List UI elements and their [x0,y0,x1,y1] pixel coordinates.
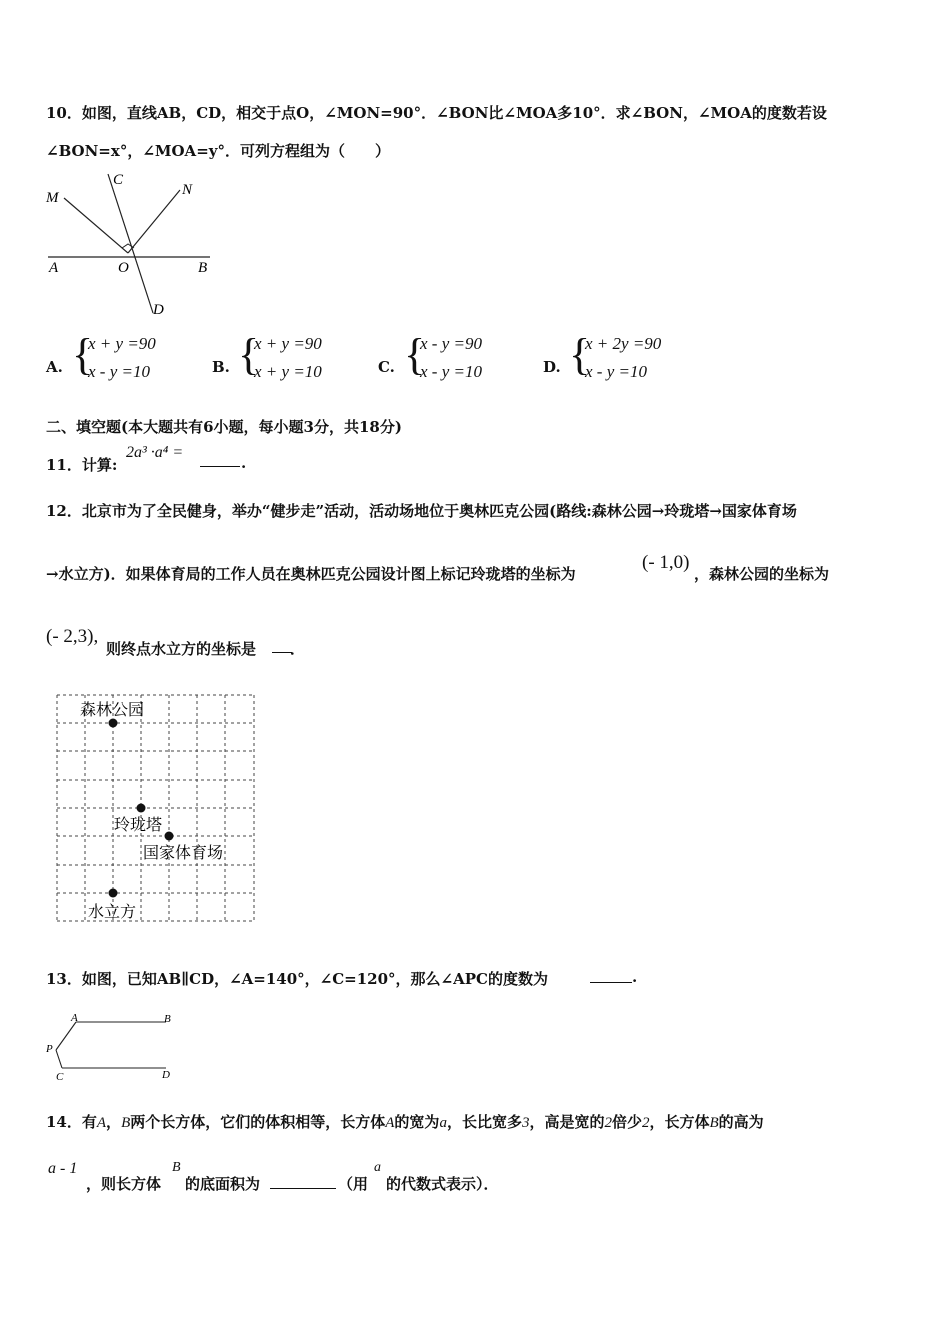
label-o: O [118,260,129,276]
q12-grid-map [52,690,262,928]
q14-line1: 14．有A，B两个长方体，它们的体积相等，长方体A的宽为a，长比宽多3，高是宽的2倍少2，长方体B的高为 [46,1113,764,1131]
q12-coord-tower: (- 1,0) [642,552,690,573]
label-tower: 玲珑塔 [114,817,163,834]
label-d: D [162,1069,170,1081]
q14-text-b: 的底面积为 [185,1175,261,1193]
segment-pc [56,1050,62,1068]
option-label: A. [46,358,63,376]
q12-line2a: →水立方)．如果体育局的工作人员在奥林匹克公园设计图上标记玲珑塔的坐标为 [46,565,576,583]
eq2: x - y =10 [420,362,482,381]
section-title: 二、填空题(本大题共有6小题，每小题3分，共18分) [46,418,402,436]
eq1: x + y =90 [88,334,156,353]
q12-line3: 则终点水立方的坐标是 [106,640,257,658]
eq2: x - y =10 [88,362,150,381]
ray-on [128,190,180,253]
q10-line2: ∠BON=x°，∠MOA=y°．可列方程组为（ ） [46,142,390,160]
segment-ap [56,1022,76,1050]
label-p: P [46,1043,53,1055]
eq1: x + y =90 [254,334,322,353]
q11-expression: 2a³ ·a⁴ = [126,444,184,461]
right-angle-mark [122,244,134,248]
q13-parallel-figure [40,1010,180,1082]
eq2: x + y =10 [254,362,322,381]
line-cd [108,174,153,313]
q11-answer-blank[interactable] [200,466,240,467]
label-n: N [182,182,193,198]
q12-end: ． [290,640,306,658]
eq1: x - y =90 [420,334,482,353]
point-tower [137,804,146,813]
q12-coord-forest: (- 2,3), [46,626,99,647]
label-c: C [56,1071,64,1082]
option-label: C. [378,358,395,376]
option-label: B. [212,358,230,376]
label-forest: 森林公园 [80,702,145,719]
label-d: D [153,302,164,318]
label-c: C [113,172,124,188]
q14-b-sup: B [172,1160,181,1175]
q12-line2b: ，森林公园的坐标为 [694,565,830,583]
label-a: A [71,1012,78,1024]
q14-text-d: 的代数式表示）． [386,1175,499,1193]
label-m: M [46,190,59,206]
q14-text-c: （用 [338,1175,369,1193]
option-label: D. [543,358,561,376]
q14-height-expr: a - 1 [48,1160,78,1177]
q13-text: 13．如图，已知AB∥CD，∠A=140°，∠C=120°，那么∠APC的度数为 [46,970,548,988]
point-stadium [165,832,174,841]
point-water [109,889,118,898]
q13-answer-blank[interactable] [590,982,632,983]
q10-line1: 10．如图，直线AB，CD，相交于点O，∠MON=90°．∠BON比∠MOA多10°．求∠BON，∠MOA的度数若设 [46,104,827,122]
point-forest [109,719,118,728]
label-a: A [49,260,59,276]
label-stadium: 国家体育场 [143,845,224,862]
label-b: B [198,260,208,276]
eq1: x + 2y =90 [585,334,662,353]
q12-line1: 12．北京市为了全民健身，举办“健步走”活动，活动场地位于奥林匹克公园(路线:森林公园→玲珑塔→国家体育场 [46,502,797,520]
q13-end: . [632,968,638,986]
q12-answer-blank[interactable] [272,652,292,653]
q14-answer-blank[interactable] [270,1188,336,1189]
eq2: x - y =10 [585,362,647,381]
q14-a-sup: a [374,1160,381,1175]
label-b: B [164,1013,171,1025]
q10-angle-figure [40,168,220,320]
label-water: 水立方 [88,904,137,921]
grid-lines [57,695,254,921]
q11-prefix: 11．计算: [46,456,118,474]
q14-text-a: ，则长方体 [86,1175,162,1193]
q11-end: . [241,454,247,472]
